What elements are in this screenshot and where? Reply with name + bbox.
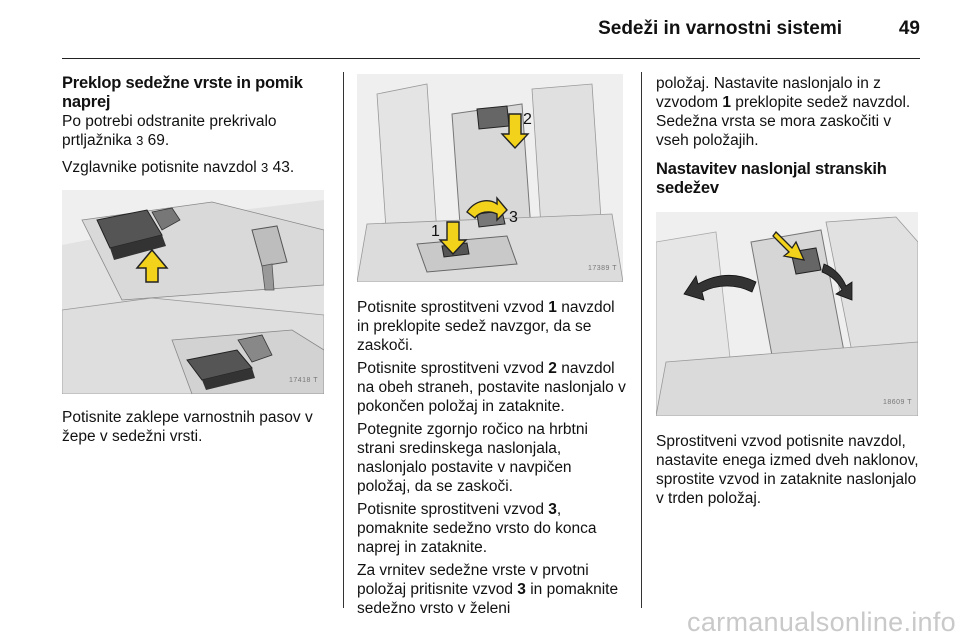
text-run: Potisnite sprostitveni vzvod bbox=[357, 501, 544, 518]
page-reference[interactable]: 69. bbox=[147, 132, 170, 149]
paragraph-lever-1 bbox=[357, 298, 627, 355]
column-divider-1 bbox=[343, 72, 344, 608]
text-run: Za vrnitev sedežne vrste v prvotni položaj pritisnite vzvod bbox=[357, 562, 589, 598]
text-run: Potisnite sprostitveni vzvod bbox=[357, 360, 544, 377]
figure-code: 18609 T bbox=[882, 399, 912, 406]
figure-seatbelt-latches bbox=[62, 190, 324, 394]
column-3 bbox=[656, 74, 924, 508]
text-run: preklopite sedež navzdol. Sedežna vrsta se mora zaskočiti v vseh položajih. bbox=[656, 94, 911, 149]
paragraph-side-release: Sprostitveni vzvod potisnite navzdol, nastavite enega izmed dveh naklonov, sprostite vzvod in zataknite naslonjalo v trden položaj. bbox=[656, 433, 919, 507]
figure-label-3: 3 bbox=[509, 209, 518, 226]
lever-number: 3 bbox=[517, 581, 526, 598]
paragraph-headrest bbox=[62, 158, 330, 177]
paragraph-lever-2 bbox=[357, 359, 627, 416]
lever-number: 1 bbox=[548, 299, 557, 316]
section-heading-fold: Preklop sedežne vrste in pomik naprej bbox=[62, 74, 303, 111]
lever-number: 2 bbox=[548, 360, 557, 377]
header-title: Sedeži in varnostni sistemi bbox=[598, 18, 842, 39]
figure-label-1: 1 bbox=[431, 223, 440, 240]
paragraph-headrest-text: Vzglavnike potisnite navzdol bbox=[62, 159, 257, 176]
column-1 bbox=[62, 74, 330, 446]
figure-label-2: 2 bbox=[523, 111, 532, 128]
reference-arrow-icon: 3 bbox=[136, 133, 144, 148]
watermark: carmanualsonline.info bbox=[687, 607, 956, 637]
seat-illustration-1 bbox=[62, 190, 324, 394]
page-header bbox=[0, 0, 960, 58]
paragraph-return bbox=[357, 561, 627, 618]
text-run: položaj. Nastavite naslonjalo in z vzvodom bbox=[656, 75, 881, 111]
text-run: Potisnite sprostitveni vzvod bbox=[357, 299, 544, 316]
reference-arrow-icon: 3 bbox=[261, 160, 269, 175]
paragraph-continued bbox=[656, 74, 924, 150]
text-run: in pomaknite sedežno vrsto v želeni bbox=[357, 581, 619, 617]
figure-code: 17389 T bbox=[587, 265, 617, 272]
lever-number: 1 bbox=[722, 94, 731, 111]
figure-side-backrest bbox=[656, 212, 918, 416]
column-divider-2 bbox=[641, 72, 642, 608]
lever-number: 3 bbox=[548, 501, 557, 518]
seat-illustration-3 bbox=[656, 212, 918, 416]
page-reference[interactable]: 43. bbox=[272, 159, 295, 176]
paragraph-lever-3 bbox=[357, 500, 627, 557]
text-run: navzdol in preklopite sedež navzgor, da se zaskoči. bbox=[357, 299, 615, 354]
text-run: navzdol na obeh straneh, postavite naslonjalo v pokončen položaj in zataknite. bbox=[357, 360, 626, 415]
paragraph-belt-latches: Potisnite zaklepe varnostnih pasov v žepe v sedežni vrsti. bbox=[62, 409, 313, 445]
page-number: 49 bbox=[898, 18, 920, 39]
paragraph-cover-text: Po potrebi odstranite prekrivalo prtljažnika bbox=[62, 113, 277, 149]
figure-release-levers bbox=[357, 74, 623, 282]
paragraph-cover bbox=[62, 112, 330, 150]
seat-illustration-2 bbox=[357, 74, 623, 282]
figure-code: 17418 T bbox=[288, 377, 318, 384]
header-rule bbox=[62, 58, 920, 59]
section-heading-side-seats: Nastavitev naslonjal stranskih sedežev bbox=[656, 160, 887, 197]
text-run: , pomaknite sedežno vrsto do konca naprej in zataknite. bbox=[357, 501, 597, 556]
column-2 bbox=[357, 74, 627, 618]
paragraph-upper-handle: Potegnite zgornjo ročico na hrbtni strani sredinskega naslonjala, naslonjalo postavite v navpičen položaj, da se zaskoči. bbox=[357, 421, 588, 495]
